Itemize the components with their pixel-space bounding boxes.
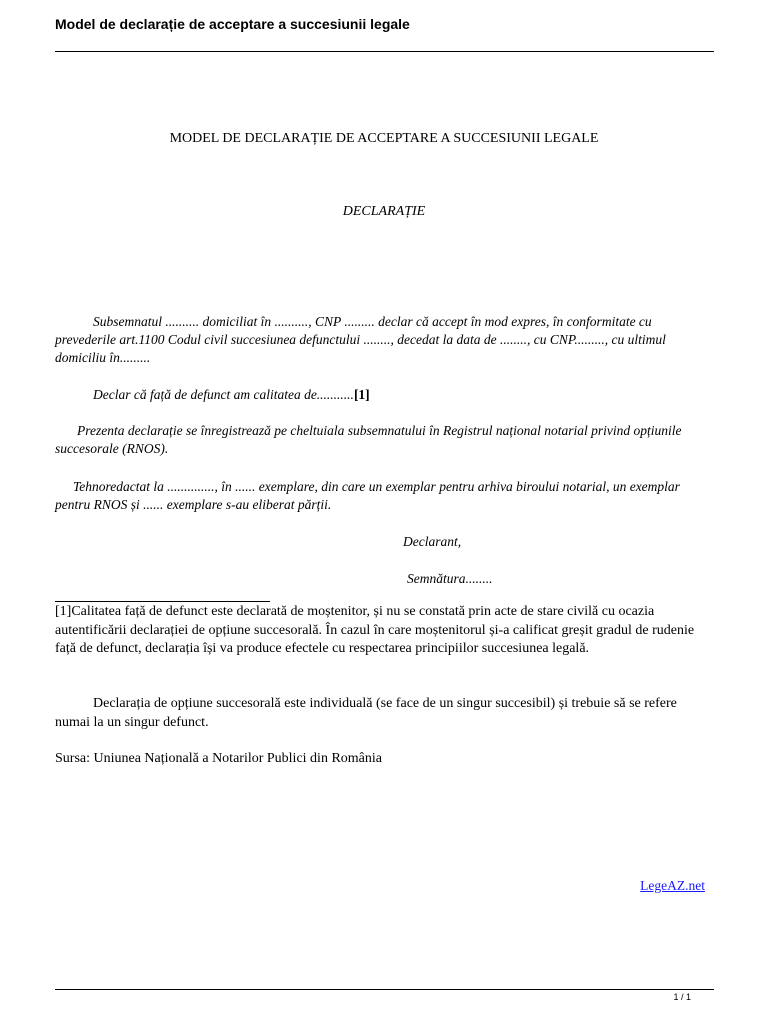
footnote-reference[interactable]: [1] [353,387,370,402]
footnote-1: [1]Calitatea față de defunct este declarată de moștenitor, și nu se constată prin acte de stare civilă cu ocazia autentificării declarației de opțiune succesorală. În cazul în care moștenitorul și-a calificat greșit gradul de rudenie față de defunct, declarația își va produce efectele cu respectarea principiilor succesiunea legală. [55,604,695,656]
declaration-paragraph-1: Subsemnatul .......... domiciliat în .........., CNP ......... declar că accept în mod expres, în conformitate cu prevederile art.1100 Codul civil succesiunea defunctului ........, decedat la data de ........, cu CNP........., cu ultimul domiciliu în......... [55,314,666,365]
page-number: 1 / 1 [673,992,691,1002]
page-header-title: Model de declarație de acceptare a succesiunii legale [55,16,410,32]
header-divider [55,51,714,52]
declaration-paragraph-2-text: Declar că față de defunct am calitatea de........... [93,387,354,402]
footer-divider [55,989,714,990]
source-line: Sursa: Uniunea Națională a Notarilor Publici din România [55,751,382,766]
document-subtitle: DECLARAȚIE [342,204,426,219]
signature-label: Semnătura........ [407,571,493,586]
declaration-paragraph-3: Prezenta declarație se înregistrează pe cheltuiala subsemnatului în Registrul național notarial privind opțiunile succesorale (RNOS). [55,423,682,456]
document-title: MODEL DE DECLARAȚIE DE ACCEPTARE A SUCCESIUNII LEGALE [169,131,599,146]
declaration-paragraph-2 [55,386,715,404]
legeaz-link[interactable]: LegeAZ.net [640,878,705,893]
declaration-paragraph-4: Tehnoredactat la .............., în ...... exemplare, din care un exemplar pentru arhiva biroului notarial, un exemplar pentru RNOS și ...... exemplare s-au eliberat părții. [55,479,680,512]
footnote-divider [55,601,270,602]
footnote-2: Declarația de opțiune succesorală este individuală (se face de un singur succesibil) și trebuie să se refere numai la un singur defunct. [55,696,677,730]
declarant-label: Declarant, [403,534,462,549]
